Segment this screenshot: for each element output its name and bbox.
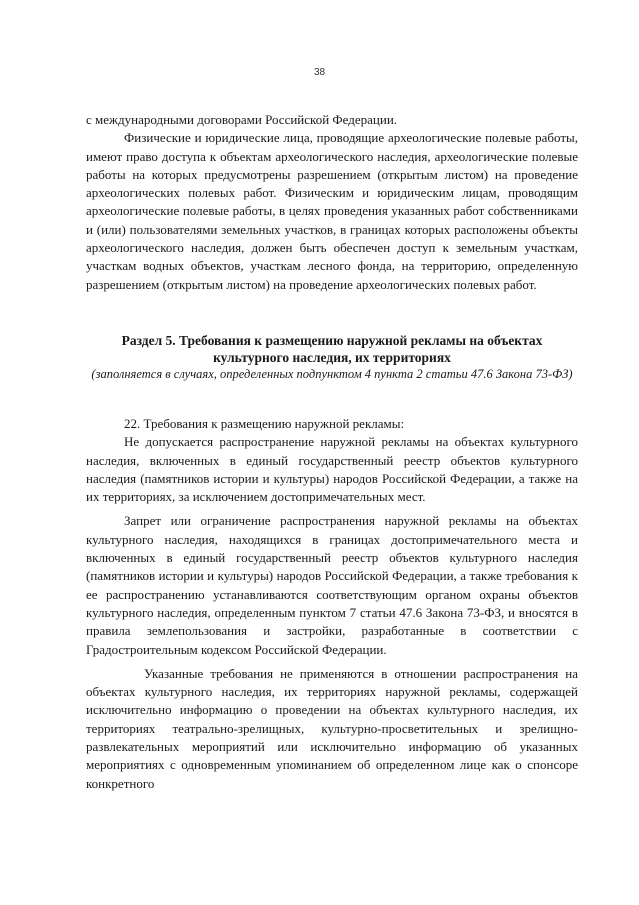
paragraph-restriction: Запрет или ограничение распространения наружной рекламы на объектах культурного наследия, находящихся в границах достопримечательного места и включенных в единый государственный реестр объектов культурного наследия (памятников истории и культуры) народов Российской Федерации, а также требования к ее распространению устанавливаются соответствующим органом охраны объектов культурного наследия, определенным пунктом 7 статьи 47.6 Закона 73-ФЗ, и вносятся в правила землепользования и застройки, разработанные в соответствии с Градостроительным кодексом Российской Федерации. bbox=[86, 513, 578, 657]
paragraph-access-rights: Физические и юридические лица, проводящие археологические полевые работы, имеют право доступа к объектам археологического наследия, археологические полевые работы на которых предусмотрены разрешением (открытым листом) на проведение археологических полевых работ. Физическим и юридическим лицам, проводящим археологические полевые работы, в целях проведения указанных работ собственниками и (или) пользователями земельных участков, в границах которых расположены объекты археологического наследия, должен быть обеспечен доступ к земельным участкам, участкам водных объектов, участкам лесного фонда, на территорию, определенную разрешением (открытым листом) на проведение археологических полевых работ. bbox=[86, 130, 578, 292]
paragraph-continuation: с международными договорами Российской Федерации. bbox=[86, 112, 398, 127]
section-note: (заполняется в случаях, определенных подпунктом 4 пункта 2 статьи 47.6 Закона 73-ФЗ) bbox=[91, 366, 573, 381]
section-title: Раздел 5. Требования к размещению наружной рекламы на объектах культурного наследия, их территориях bbox=[121, 332, 543, 365]
paragraph-ban: Не допускается распространение наружной рекламы на объектах культурного наследия, включенных в единый государственный реестр объектов культурного наследия (памятников истории и культуры) народов Российской Федерации, а также на их территориях, за исключением достопримечательных мест. bbox=[86, 434, 578, 505]
page-content bbox=[86, 111, 578, 793]
item-heading: 22. Требования к размещению наружной рекламы: bbox=[124, 415, 405, 431]
page-number: 38 bbox=[313, 67, 326, 78]
paragraph-exceptions: Указанные требования не применяются в отношении распространения на объектах культурного наследия, их территориях наружной рекламы, содержащей исключительно информацию о проведении на объектах культурного наследия, их территориях театрально-зрелищных, культурно-просветительных и зрелищно-развлекательных мероприятий или исключительно информацию об указанных мероприятиях с одновременным упоминанием об определенном лице как о спонсоре конкретного bbox=[86, 665, 578, 791]
